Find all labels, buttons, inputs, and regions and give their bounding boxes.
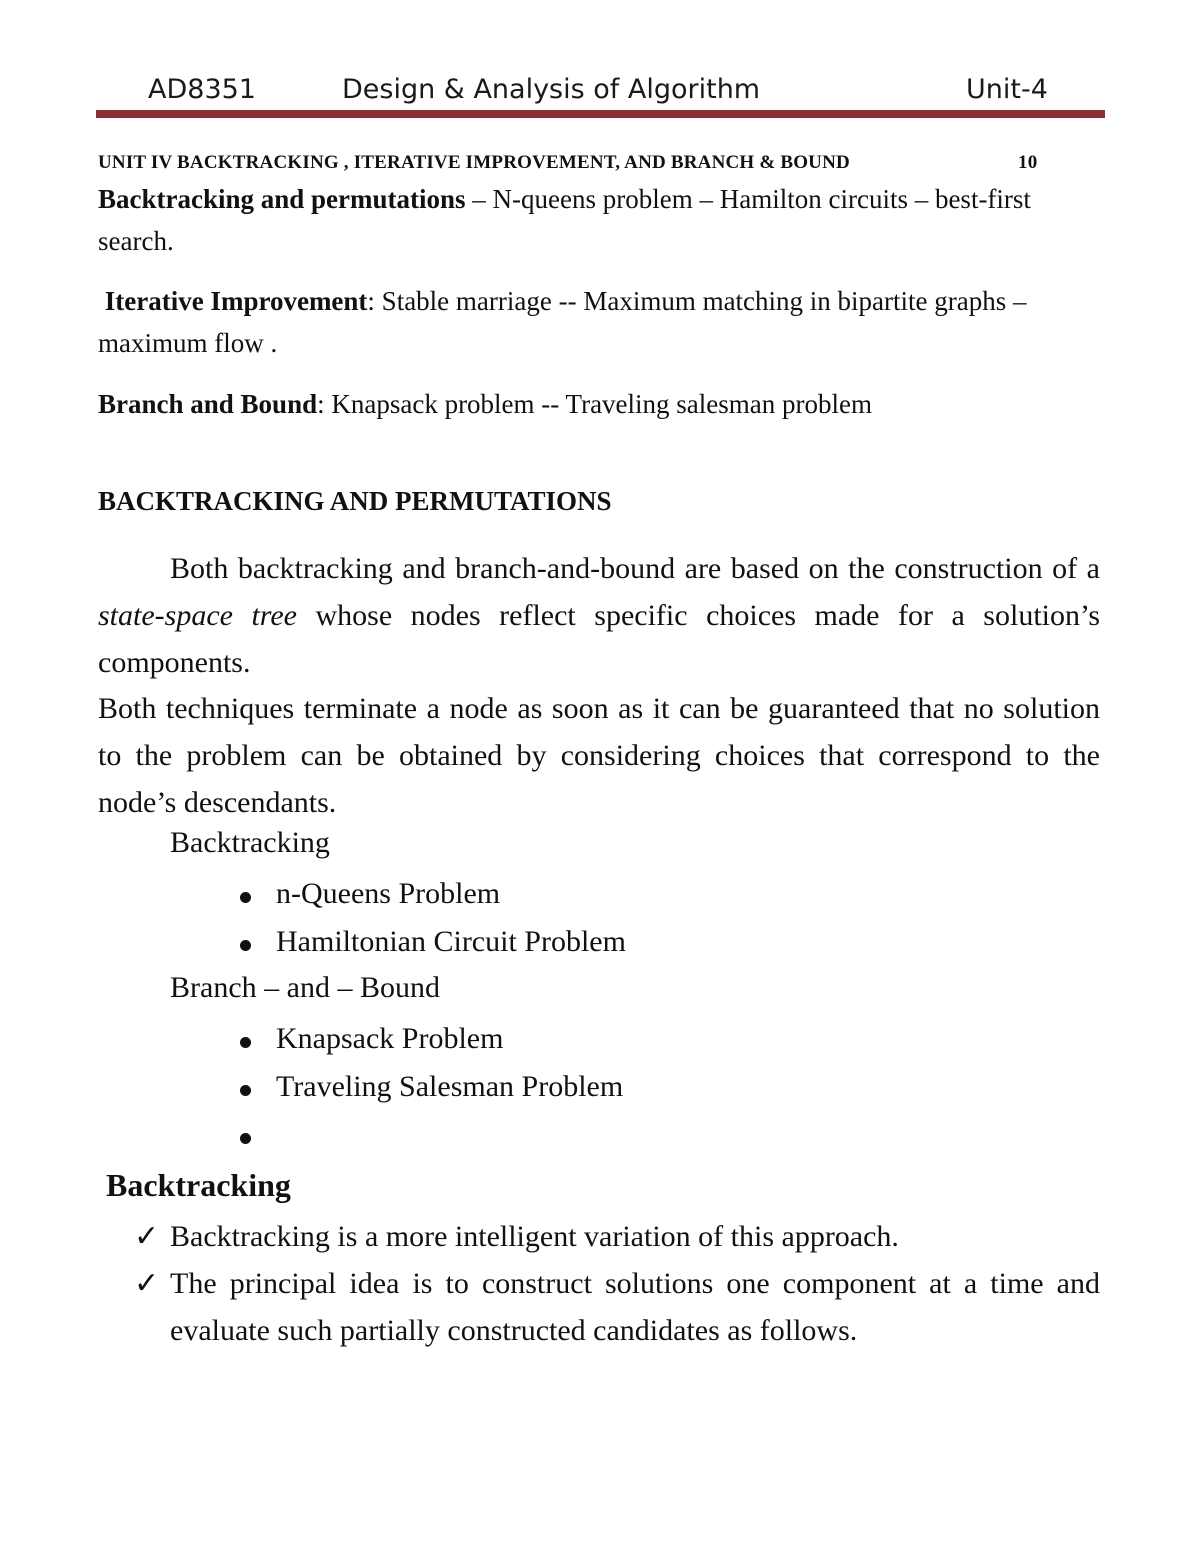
syllabus-term: Backtracking and permutations <box>98 184 466 214</box>
syllabus-item-iterative <box>98 280 1098 364</box>
checklist-text: The principal idea is to construct solutions one component at a time and evaluate such partially constructed candidates as follows. <box>170 1267 1100 1347</box>
syllabus-item-backtracking <box>98 178 1098 262</box>
bullet-icon <box>240 1037 251 1048</box>
bullet-icon <box>240 892 251 903</box>
checkmark-icon: ✓ <box>134 1220 160 1253</box>
syllabus-desc: : Knapsack problem -- Traveling salesman problem <box>317 389 872 419</box>
paragraph-state-space <box>98 545 1100 686</box>
syllabus-term: Iterative Improvement <box>104 286 368 316</box>
unit-heading-text: UNIT IV BACKTRACKING , ITERATIVE IMPROVEMENT, AND BRANCH & BOUND <box>98 152 850 173</box>
syllabus-desc: – N-queens problem – Hamilton circuits – best-first search. <box>98 184 1031 256</box>
checkmark-icon: ✓ <box>134 1267 160 1300</box>
syllabus-item-branch-bound <box>98 383 1098 425</box>
bullet-icon <box>240 1133 251 1144</box>
checklist-item <box>134 1213 1100 1260</box>
course-code: AD8351 <box>148 74 256 105</box>
para-text: whose nodes reflect specific choices made for a solution’s components. <box>98 599 1101 679</box>
checklist-text: Backtracking is a more intelligent variation of this approach. <box>170 1220 899 1253</box>
checklist-item <box>134 1260 1100 1354</box>
course-title: Design & Analysis of Algorithm <box>342 74 761 105</box>
header-rule <box>96 110 1105 118</box>
syllabus-desc: : Stable marriage -- Maximum matching in bipartite graphs – maximum flow . <box>98 286 1027 358</box>
page-header <box>0 74 1200 110</box>
unit-heading <box>98 152 1058 174</box>
bullet-icon <box>240 1085 251 1096</box>
list-item-text: Traveling Salesman Problem <box>276 1070 624 1103</box>
section-title: BACKTRACKING AND PERMUTATIONS <box>98 486 612 516</box>
bullet-icon <box>240 940 251 951</box>
unit-hours: 10 <box>1018 152 1038 173</box>
para-text: Both backtracking and branch-and-bound are based on the construction of a <box>170 552 1100 585</box>
list-item-text: Hamiltonian Circuit Problem <box>276 925 626 958</box>
syllabus-term: Branch and Bound <box>98 389 318 419</box>
list-item-text: n-Queens Problem <box>276 877 501 910</box>
paragraph-termination: Both techniques terminate a node as soon as it can be guaranteed that no solution to the problem can be obtained by considering choices that correspond to the node’s descendants. <box>98 692 1100 819</box>
list-item-text: Knapsack Problem <box>276 1022 504 1055</box>
group-label-branch-bound: Branch – and – Bound <box>170 971 440 1004</box>
subheading-backtracking: Backtracking <box>106 1167 291 1203</box>
para-italic-term: state-space tree <box>98 599 297 632</box>
unit-number: Unit-4 <box>966 74 1048 105</box>
group-label-backtracking: Backtracking <box>170 826 330 859</box>
